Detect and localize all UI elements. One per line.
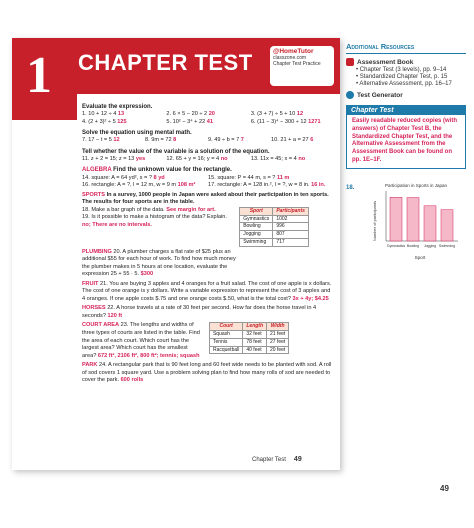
tutor-site: classzone.com <box>273 55 307 61</box>
court-block <box>82 322 334 360</box>
assessment-book-heading: Assessment Book <box>346 58 466 66</box>
q24: PARK 24. A rectangular park that is 90 feet long and 60 feet wide needs to be planted with sod. A roll of sod covers 1 square yard. Use a problem solving plan to find how many rolls of sod are needed to cover the park. 600 rolls <box>82 362 332 384</box>
mental-item: 9. 49 ÷ b = 7 7 <box>208 137 244 144</box>
eval-item: 2. 6 × 5 − 20 ÷ 2 20 <box>166 111 215 118</box>
chart-number: 18. <box>346 184 355 191</box>
chart-ylabel: Number of participants <box>372 200 377 241</box>
eval-item: 1. 10 + 12 ÷ 4 13 <box>82 111 125 118</box>
tick-label: Swimming <box>438 243 456 248</box>
tick-label: Bowling <box>406 243 420 248</box>
chart-title: Participation in Sports in Japan <box>384 182 448 188</box>
mental-item: 10. 21 + a = 27 6 <box>271 137 314 144</box>
court-table: Court Length Width Squash 32 feet 21 feet Tennis 78 feet 27 feet Racquetball 40 feet 20 feet <box>209 322 289 354</box>
eval-item: 4. (2 + 3)² ÷ 5 125 <box>82 118 127 125</box>
eval-item: 6. (11 − 3)⁴ − 300 ÷ 12 1271 <box>250 118 321 125</box>
solution-heading: Tell whether the value of the variable is a solution of the equation. <box>82 148 270 155</box>
solution-item: 12. 65 + y = 16; y = 4 no <box>166 155 228 162</box>
tick-label: Gymnastics <box>386 243 406 248</box>
solution-item: 11. z + 2 = 15; z = 13 yes <box>82 155 146 162</box>
bar-jogging <box>424 206 436 241</box>
chart-bars <box>387 197 455 248</box>
solution-item: 13. 11x = 45; x = 4 no <box>250 155 306 162</box>
algebra-heading: ALGEBRA Find the unknown value for the rectangle. <box>82 167 232 174</box>
q20: PLUMBING 20. A plumber charges a flat rate of $25 plus an additional $55 for each hour of work. To find how much money the plumber makes in 5 hours at one location, evaluate the expression 25 + 55 · 5. $300 <box>82 248 236 278</box>
chapter-title: CHAPTER TEST <box>78 50 253 75</box>
q22: HORSES 22. A horse travels at a rate of 30 feet per second. How far does the horse travel in 4 seconds? 120 ft <box>82 305 317 319</box>
eval-item: 5. 10² − 3⁴ + 22 41 <box>166 118 214 125</box>
mental-item: 7. 17 − t = 5 12 <box>82 137 120 144</box>
book-icon <box>346 58 354 66</box>
eval-item: 3. (3 + 7) ÷ 5 + 10 12 <box>250 111 304 118</box>
tick-label: Jogging <box>423 243 437 248</box>
tutor-sub: Chapter Test Practice <box>273 61 321 67</box>
tutor-brand: @HomeTutor <box>273 48 314 55</box>
algebra-items <box>82 175 334 190</box>
algebra-item: 15. square: P = 44 m, s = ? 11 m <box>208 174 290 181</box>
sports-intro: SPORTS In a survey, 1000 people in Japan were asked about their participation in ten sports. The results for four sports are in the table. <box>82 191 329 206</box>
chapter-number: 1 <box>26 47 52 104</box>
sidebar-title: Additional Resources <box>346 42 415 51</box>
mental-item: 8. 9m = 72 8 <box>145 137 177 144</box>
note-body: Easily readable reduced copies (with answers) of Chapter Test B, the Standardized Chapter Test, and the Alternative Assessment from the Assessment Book can be found on pp. 1E–1F. <box>352 118 458 163</box>
page-footer: Chapter Test 49 <box>252 456 302 463</box>
sports-block <box>82 207 334 247</box>
q19: 19. Is it possible to make a histogram of the data? Explain. no; There are no intervals. <box>82 214 227 228</box>
eval-heading: Evaluate the expression. <box>82 104 153 110</box>
test-generator-heading: Test Generator <box>346 91 466 99</box>
algebra-item: 16. rectangle: A = ?, l = 12 m, w = 9 m 108 m² <box>82 182 196 189</box>
chart-xlabel: Sport <box>414 254 426 260</box>
participation-bar-chart <box>346 181 466 261</box>
mental-heading: Solve the equation using mental math. <box>82 130 192 137</box>
eval-row-2 <box>82 119 334 127</box>
bar-swimming <box>441 209 453 240</box>
resource-item: • Chapter Test (3 levels), pp. 9–14 <box>356 67 447 73</box>
q18: 18. Make a bar graph of the data. See margin for art. <box>82 206 216 213</box>
student-page <box>12 38 340 470</box>
test-content <box>82 100 334 385</box>
q21: FRUIT 21. You are buying 3 apples and 4 oranges for a fruit salad. The cost of one apple is x dollars. The cost of one orange is y dollars. Write a variable expression to represent the cost of 3 apples and 4 oranges. If one apple costs $.75 and one orange costs $.50, what is the total cost? 3x + 4y; $4.25 <box>82 280 332 302</box>
sports-table: Sport Participants Gymnastics 1002 Bowling 996 Jogging 807 Swimming 717 <box>239 207 309 247</box>
home-tutor-badge[interactable] <box>270 46 334 86</box>
sports-questions <box>82 207 233 247</box>
mental-row <box>82 137 334 145</box>
resource-item: • Standardized Chapter Test, p. 15 <box>356 74 448 80</box>
resource-list <box>356 67 466 87</box>
sidebar-rule <box>346 53 466 54</box>
bar-bowling <box>407 197 419 240</box>
page-number: 49 <box>440 484 449 493</box>
algebra-item: 14. square: A = 64 yd², s = ? 8 yd <box>82 174 165 181</box>
resource-item: • Alternative Assessment, pp. 16–17 <box>356 81 452 87</box>
mini-chart-block <box>346 181 466 261</box>
disc-icon <box>346 91 354 99</box>
chapter-test-note <box>346 105 466 169</box>
note-heading: Chapter Test <box>347 106 465 115</box>
teacher-sidebar <box>346 42 466 261</box>
algebra-item: 17. rectangle: A = 128 in.², l = ?, w = 8 in. 16 in. <box>208 182 326 189</box>
solution-row <box>82 156 334 164</box>
eval-row-1 <box>82 111 334 119</box>
bar-gymnastics <box>390 197 402 241</box>
q23: COURT AREA 23. The lengths and widths of three types of courts are listed in the table. Find the area of each court. Which court has the largest area? Which court has the smallest area? 672 ft², 2106 ft², 800 ft²; tennis; squash <box>82 322 200 359</box>
